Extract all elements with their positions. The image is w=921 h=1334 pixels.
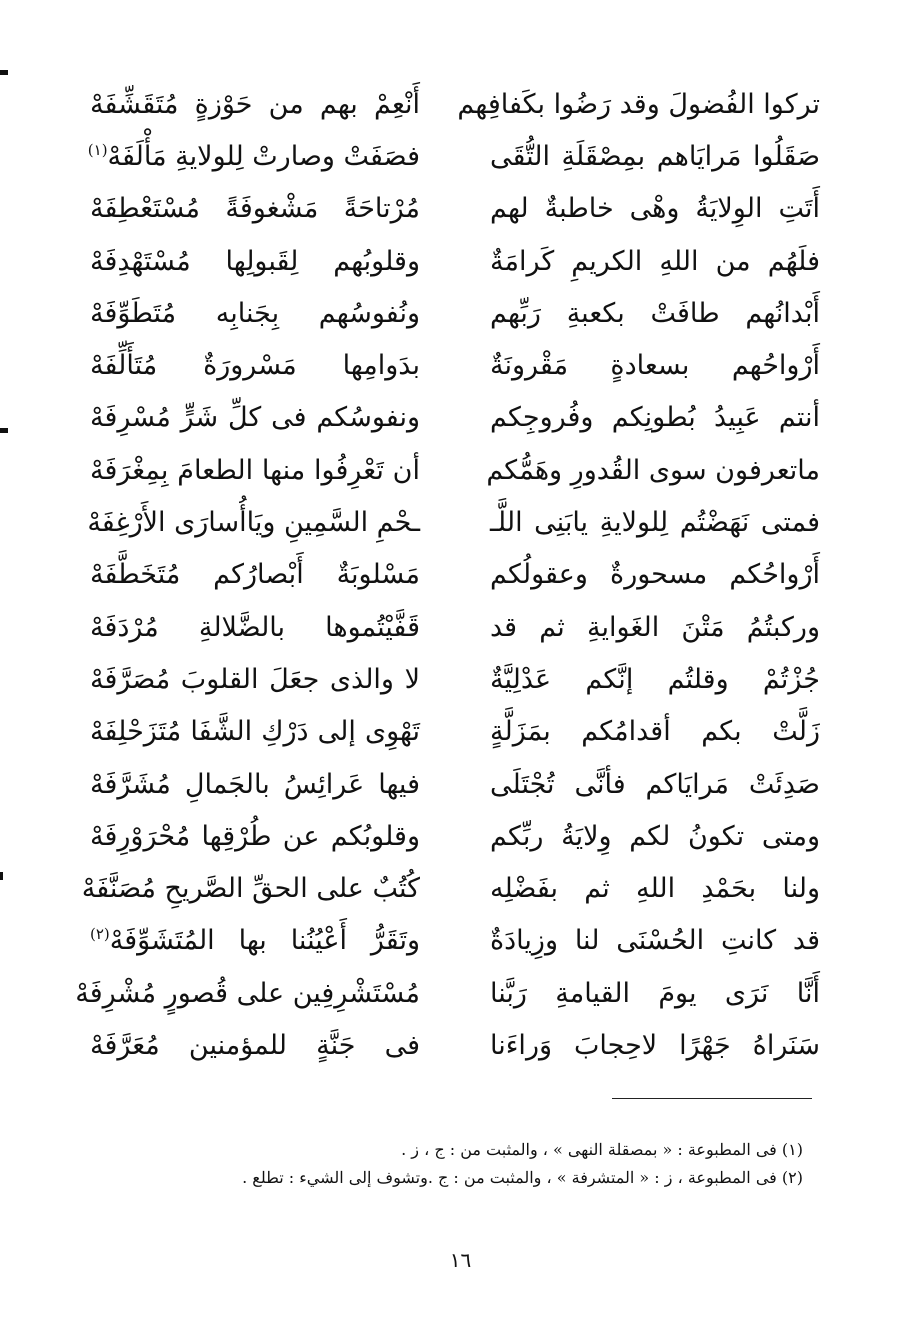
verse-first-hemistich — [457, 88, 820, 120]
hemistich-text: كُتُبٌ على الحقِّ الصَّريحِ مُصَنَّفَهْ — [81, 873, 420, 905]
hemistich-text: ماتعرفون سوى القُدورِ وهَمُّكم — [486, 454, 820, 486]
verse — [90, 810, 820, 862]
verse — [90, 706, 820, 758]
verse-first-hemistich — [490, 402, 820, 434]
verse — [81, 862, 820, 914]
hemistich-text: فيها عَرائِسُ بالجَمالِ مُشَرَّفَهْ — [90, 768, 420, 800]
verse-first-hemistich — [490, 559, 820, 591]
hemistich-text: لا والذى جعَلَ القلوبَ مُصَرَّفَهْ — [90, 663, 420, 695]
hemistich-text: ـحْمِ السَّمِينِ ويَاأُسارَى الأَرْغِفَهْ — [87, 507, 420, 539]
hemistich-text: جُزْتُمْ وقلتُم إنَّكم عَدْلِيَّةٌ — [490, 663, 820, 695]
hemistich-text: سَنَراهُ جَهْرًا لاحِجابَ وَراءَنا — [490, 1029, 820, 1061]
verse-first-hemistich — [490, 245, 820, 277]
hemistich-text: ولنا بحَمْدِ اللهِ ثم بفَضْلِه — [490, 873, 820, 905]
hemistich-text: صَقَلُوا مَرايَاهم بمِصْقَلَةِ التُّقَى — [490, 140, 820, 172]
hemistich-text: وقلوبُهم لِقَبولِها مُسْتَهْدِفَهْ — [90, 245, 420, 277]
footnote-marker: (١) — [87, 140, 108, 159]
verse-first-hemistich — [490, 977, 820, 1009]
verse-second-hemistich — [90, 193, 420, 225]
hemistich-text: وتَقَرُّ أَعْيُنُنا بها المُتَشَوِّفَهْ — [109, 925, 420, 957]
verse-second-hemistich — [90, 350, 420, 382]
verse-first-hemistich — [490, 297, 820, 329]
hemistich-text: أنتم عَبِيدُ بُطونِكم وفُروجِكم — [490, 402, 820, 434]
hemistich-text: مُسْتَشْرِفِين على قُصورٍ مُشْرِفَهْ — [75, 977, 420, 1009]
hemistich-text: وركبتُمُ مَتْنَ الغَوايةِ ثم قد — [490, 611, 820, 643]
verse-second-hemistich — [90, 716, 420, 748]
hemistich-text: أَبْدانُهم طافَتْ بكعبةِ رَبِّهم — [490, 297, 820, 329]
verse-second-hemistich — [90, 559, 420, 591]
verse-first-hemistich — [490, 925, 820, 957]
hemistich-text: أَنْعِمْ بهم من حَوْزةٍ مُتَقَشِّفَهْ — [90, 88, 420, 120]
verse-first-hemistich — [490, 350, 820, 382]
footnotes — [103, 1136, 803, 1192]
verse-second-hemistich — [75, 977, 420, 1009]
verse-second-hemistich — [90, 611, 420, 643]
edge-mark-lower — [0, 872, 3, 880]
verse — [90, 287, 820, 339]
hemistich-text: مُرْتاحَةً مَشْغوفَةً مُسْتَعْطِفَهْ — [90, 193, 420, 225]
verse-first-hemistich — [490, 768, 820, 800]
verse-first-hemistich — [490, 873, 820, 905]
verse — [90, 444, 820, 496]
verse — [90, 758, 820, 810]
verse-first-hemistich — [490, 1029, 820, 1061]
verse-second-hemistich — [90, 1029, 420, 1061]
verse-second-hemistich — [90, 245, 420, 277]
hemistich-text: بدَوامِها مَسْرورَةٌ مُتَأَلِّفَهْ — [90, 350, 420, 382]
page-number: ١٦ — [449, 1248, 472, 1272]
verse-second-hemistich — [90, 820, 420, 852]
hemistich-text: فلَهُم من اللهِ الكريمِ كَرامَةٌ — [490, 245, 820, 277]
hemistich-text: قد كانتِ الحُسْنَى لنا وزِيادَةٌ — [490, 925, 820, 957]
verse-second-hemistich — [90, 768, 420, 800]
hemistich-text: وقلوبُكم عن طُرْقِها مُحْرَوْرِفَهْ — [90, 820, 420, 852]
hemistich-text: زَلَّتْ بكم أقدامُكم بمَزَلَّةٍ — [490, 716, 820, 748]
edge-mark-middle — [0, 428, 8, 433]
footnote-1: (١) فى المطبوعة : « بمصقلة النهى » ، والمثبت من : ج ، ز . — [401, 1140, 803, 1159]
verse — [90, 549, 820, 601]
verse-second-hemistich — [90, 663, 420, 695]
verse — [90, 915, 820, 967]
hemistich-text: ومتى تكونُ لكم وِلايَةُ ربِّكم — [490, 820, 820, 852]
verse — [90, 339, 820, 391]
hemistich-text: مَسْلوبَةٌ أَبْصارُكم مُتَخَطَّفَهْ — [90, 559, 420, 591]
hemistich-text: فمتى نَهَضْتُم لِلولايةِ يابَنِى اللَّـ — [490, 507, 820, 539]
footnote-marker: (٢) — [90, 925, 110, 944]
verse-second-hemistich — [87, 140, 420, 172]
poem — [75, 78, 820, 1072]
verse-first-hemistich — [490, 611, 820, 643]
footnote-2: (٢) فى المطبوعة ، ز : « المتشرفة » ، والمثبت من : ج .وتشوف إلى الشيء : تطلع . — [242, 1168, 803, 1187]
hemistich-text: ونُفوسُهم بِجَنابِه مُتَطَوِّفَهْ — [90, 297, 420, 329]
verse-first-hemistich — [486, 454, 820, 486]
hemistich-text: أَتَتِ الوِلايَةُ وهْى خاطبةٌ لهم — [490, 193, 820, 225]
verse-second-hemistich — [90, 88, 420, 120]
hemistich-text: صَدِئَتْ مَرايَاكم فأنَّى تُجْتَلَى — [490, 768, 820, 800]
verse — [90, 235, 820, 287]
verse — [87, 496, 820, 548]
hemistich-text: أَنَّا نَرَى يومَ القيامةِ رَبَّنا — [490, 977, 820, 1009]
hemistich-text: تَهْوِى إلى دَرْكِ الشَّفَا مُتَزَحْلِفَهْ — [90, 716, 420, 748]
verse — [90, 653, 820, 705]
verse-first-hemistich — [490, 193, 820, 225]
verse — [75, 967, 820, 1019]
verse-first-hemistich — [490, 820, 820, 852]
hemistich-text: تركوا الفُضولَ وقد رَضُوا بكَفافِهم — [457, 88, 820, 120]
verse-second-hemistich — [87, 507, 420, 539]
verse — [90, 392, 820, 444]
verse-second-hemistich — [81, 873, 420, 905]
verse-first-hemistich — [490, 716, 820, 748]
verse-first-hemistich — [490, 507, 820, 539]
verse — [90, 1019, 820, 1071]
hemistich-text: ونفوسُكم فى كلِّ شَرٍّ مُسْرِفَهْ — [90, 402, 420, 434]
hemistich-text: فصَفَتْ وصارتْ لِلولايةِ مَأْلَفَهْ — [107, 140, 420, 172]
hemistich-text: أَرْواحُكم مسحورةٌ وعقولُكم — [490, 559, 820, 591]
hemistich-text: فى جَنَّةٍ للمؤمنين مُعَرَّفَهْ — [90, 1029, 420, 1061]
verse — [87, 130, 820, 182]
hemistich-text: أَرْواحُهم بسعادةٍ مَقْرونَةٌ — [490, 350, 820, 382]
edge-mark-top — [0, 70, 8, 75]
verse-first-hemistich — [490, 140, 820, 172]
hemistich-text: أن تَعْرِفُوا منها الطعامَ بِمِغْرَفَهْ — [90, 454, 420, 486]
verse — [90, 601, 820, 653]
verse-first-hemistich — [490, 663, 820, 695]
hemistich-text: قَفَّيْتُموها بالضَّلالةِ مُرْدَفَهْ — [90, 611, 420, 643]
verse-second-hemistich — [90, 925, 420, 957]
verse — [90, 183, 820, 235]
verse-second-hemistich — [90, 402, 420, 434]
verse-second-hemistich — [90, 454, 420, 486]
verse-second-hemistich — [90, 297, 420, 329]
footnote-separator — [612, 1098, 812, 1099]
verse — [90, 78, 820, 130]
